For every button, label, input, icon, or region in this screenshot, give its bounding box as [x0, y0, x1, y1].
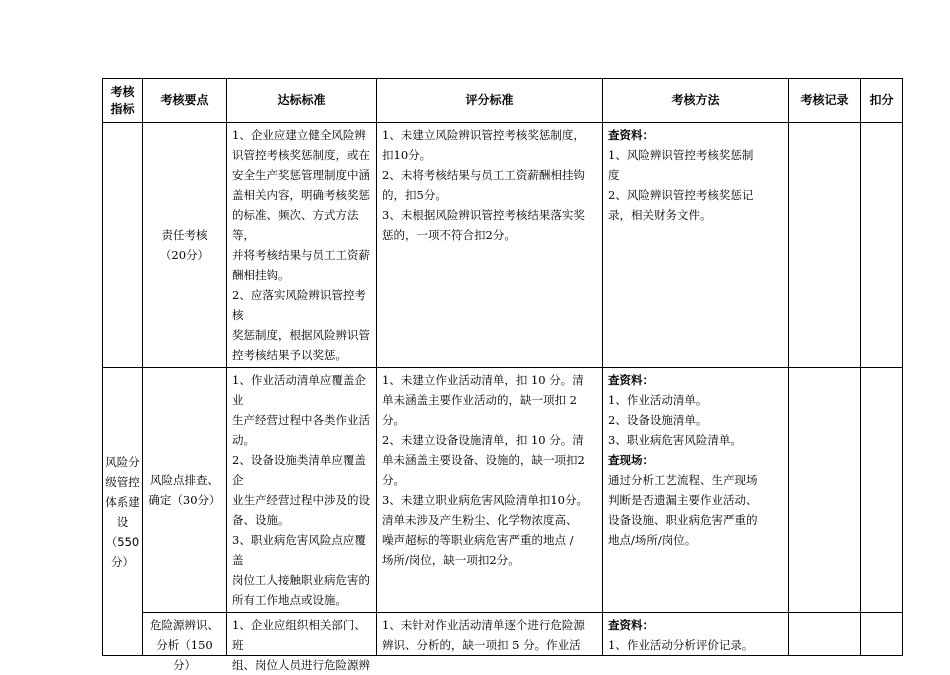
key-point-line: 危险源辨识、: [150, 618, 219, 632]
method-line: 判断是否遗漏主要作业活动、: [608, 493, 758, 507]
method-cell: [603, 613, 789, 656]
key-point-line: 确定（30分）: [148, 493, 221, 507]
key-point-cell: [143, 123, 227, 368]
key-point-cell: [143, 368, 227, 613]
deduct-cell: [861, 123, 903, 368]
scoring-line: 2、未将考核结果与员工工资薪酬相挂钩: [382, 168, 585, 182]
scoring-line: 的，扣5分。: [382, 188, 447, 202]
scoring-line: 清单未涉及产生粉尘、化学物浓度高、: [382, 513, 578, 527]
scoring-line: 扣10分。: [382, 148, 432, 162]
standard-line: 1、企业应建立健全风险辨: [232, 128, 366, 142]
scoring-line: 3、未根据风险辨识管控考核结果落实奖: [382, 208, 585, 222]
standard-line: 盖相关内容，明确考核奖惩: [232, 188, 370, 202]
standard-line: 岗位工人接触职业病危害的: [232, 573, 370, 587]
standard-line: 所有工作地点或设施。: [232, 593, 347, 607]
standard-line: 业生产经营过程中涉及的设: [232, 493, 370, 507]
method-line: 2、设备设施清单。: [608, 413, 708, 427]
check-docs-title: 查资料：: [608, 618, 654, 632]
standard-line: 的标准、频次、方式方法等，: [232, 208, 359, 242]
standard-cell: [227, 613, 377, 672]
standard-line: 2、应落实风险辨识管控考核: [232, 288, 366, 322]
standard-line: 奖惩制度，根据风险辨识管: [232, 328, 370, 342]
scoring-cell: [377, 368, 603, 613]
table-row: [103, 123, 903, 368]
standard-line: 1、作业活动清单应覆盖企业: [232, 373, 366, 407]
method-line: 度: [608, 168, 620, 182]
key-point-line: 责任考核: [161, 228, 208, 242]
check-docs-title: 查资料：: [608, 128, 654, 142]
method-line: 3、职业病危害风险清单。: [608, 433, 742, 447]
scoring-line: 场所/岗位，缺一项扣2分。: [382, 553, 520, 567]
standard-line: 控考核结果予以奖惩。: [232, 348, 347, 362]
scoring-cell: [377, 613, 603, 656]
header-method: 考核方法: [603, 79, 789, 123]
standard-line: 并将考核结果与员工工资薪: [232, 248, 370, 262]
header-indicator: 考核指标: [103, 79, 143, 123]
standard-line: 动。: [232, 433, 255, 447]
header-scoring: 评分标准: [377, 79, 603, 123]
key-point-cell: [143, 613, 227, 672]
scoring-cell: [377, 123, 603, 368]
header-standard: 达标标准: [227, 79, 377, 123]
method-cell: [603, 368, 789, 613]
header-key-point: 考核要点: [143, 79, 227, 123]
standard-line: 3、职业病危害风险点应覆盖: [232, 533, 366, 567]
method-cell: [603, 123, 789, 368]
record-cell: [789, 368, 861, 613]
scoring-line: 1、未针对作业活动清单逐个进行危险源: [382, 618, 585, 632]
scoring-line: 惩的，一项不符合扣2分。: [382, 228, 516, 242]
scoring-line: 1、未建立作业活动清单，扣 10 分。清: [382, 373, 584, 387]
standard-line: 酬相挂钩。: [232, 268, 290, 282]
standard-line: 1、企业应组织相关部门、班: [232, 618, 366, 652]
scoring-line: 分。: [382, 413, 405, 427]
scoring-line: 辨识、分析的，缺一项扣 5 分。作业活: [382, 638, 581, 652]
record-cell: [789, 123, 861, 368]
scoring-line: 分。: [382, 473, 405, 487]
standard-cell: [227, 123, 377, 368]
scoring-line: 1、未建立风险辨识管控考核奖惩制度，: [382, 128, 585, 142]
key-point-line: 风险点排查、: [150, 473, 219, 487]
table-header-row: [103, 79, 903, 123]
record-cell: [789, 613, 861, 656]
standard-line: 安全生产奖惩管理制度中涵: [232, 168, 370, 182]
method-line: 2、风险辨识管控考核奖惩记: [608, 188, 754, 202]
standard-line: 2、设备设施类清单应覆盖企: [232, 453, 366, 487]
standard-line: 组、岗位人员进行危险源辨: [232, 658, 370, 672]
indicator-cell-empty: [103, 123, 143, 368]
key-point-line: 分析（150分）: [156, 638, 213, 672]
method-line: 地点/场所/岗位。: [608, 533, 697, 547]
method-line: 设备设施、职业病危害严重的: [608, 513, 758, 527]
method-line: 1、作业活动清单。: [608, 393, 708, 407]
deduct-cell: [861, 368, 903, 613]
method-line: 1、作业活动分析评价记录。: [608, 638, 754, 652]
scoring-line: 3、未建立职业病危害风险清单扣10分。: [382, 493, 588, 507]
header-deduct: 扣分: [861, 79, 903, 123]
header-record: 考核记录: [789, 79, 861, 123]
key-point-line: （20分）: [159, 248, 210, 262]
scoring-line: 单未涵盖主要设备、设施的，缺一项扣2: [382, 453, 585, 467]
method-line: 1、风险辨识管控考核奖惩制: [608, 148, 754, 162]
scoring-line: 2、未建立设备设施清单，扣 10 分。清: [382, 433, 584, 447]
indicator-cell: 风险分级管控体系建设（550分）: [103, 368, 143, 656]
method-line: 通过分析工艺流程、生产现场: [608, 473, 758, 487]
method-line: 录，相关财务文件。: [608, 208, 712, 222]
scoring-line: 噪声超标的等职业病危害严重的地点 /: [382, 533, 574, 547]
standard-cell: [227, 368, 377, 613]
check-site-title: 查现场：: [608, 453, 654, 467]
scoring-line: 单未涵盖主要作业活动的，缺一项扣 2: [382, 393, 577, 407]
deduct-cell: [861, 613, 903, 656]
standard-line: 备、设施。: [232, 513, 290, 527]
table-row: [103, 368, 903, 613]
assessment-table: [102, 78, 903, 672]
standard-line: 识管控考核奖惩制度，或在: [232, 148, 370, 162]
check-docs-title: 查资料：: [608, 373, 654, 387]
table-row: [103, 613, 903, 656]
standard-line: 生产经营过程中各类作业活: [232, 413, 370, 427]
